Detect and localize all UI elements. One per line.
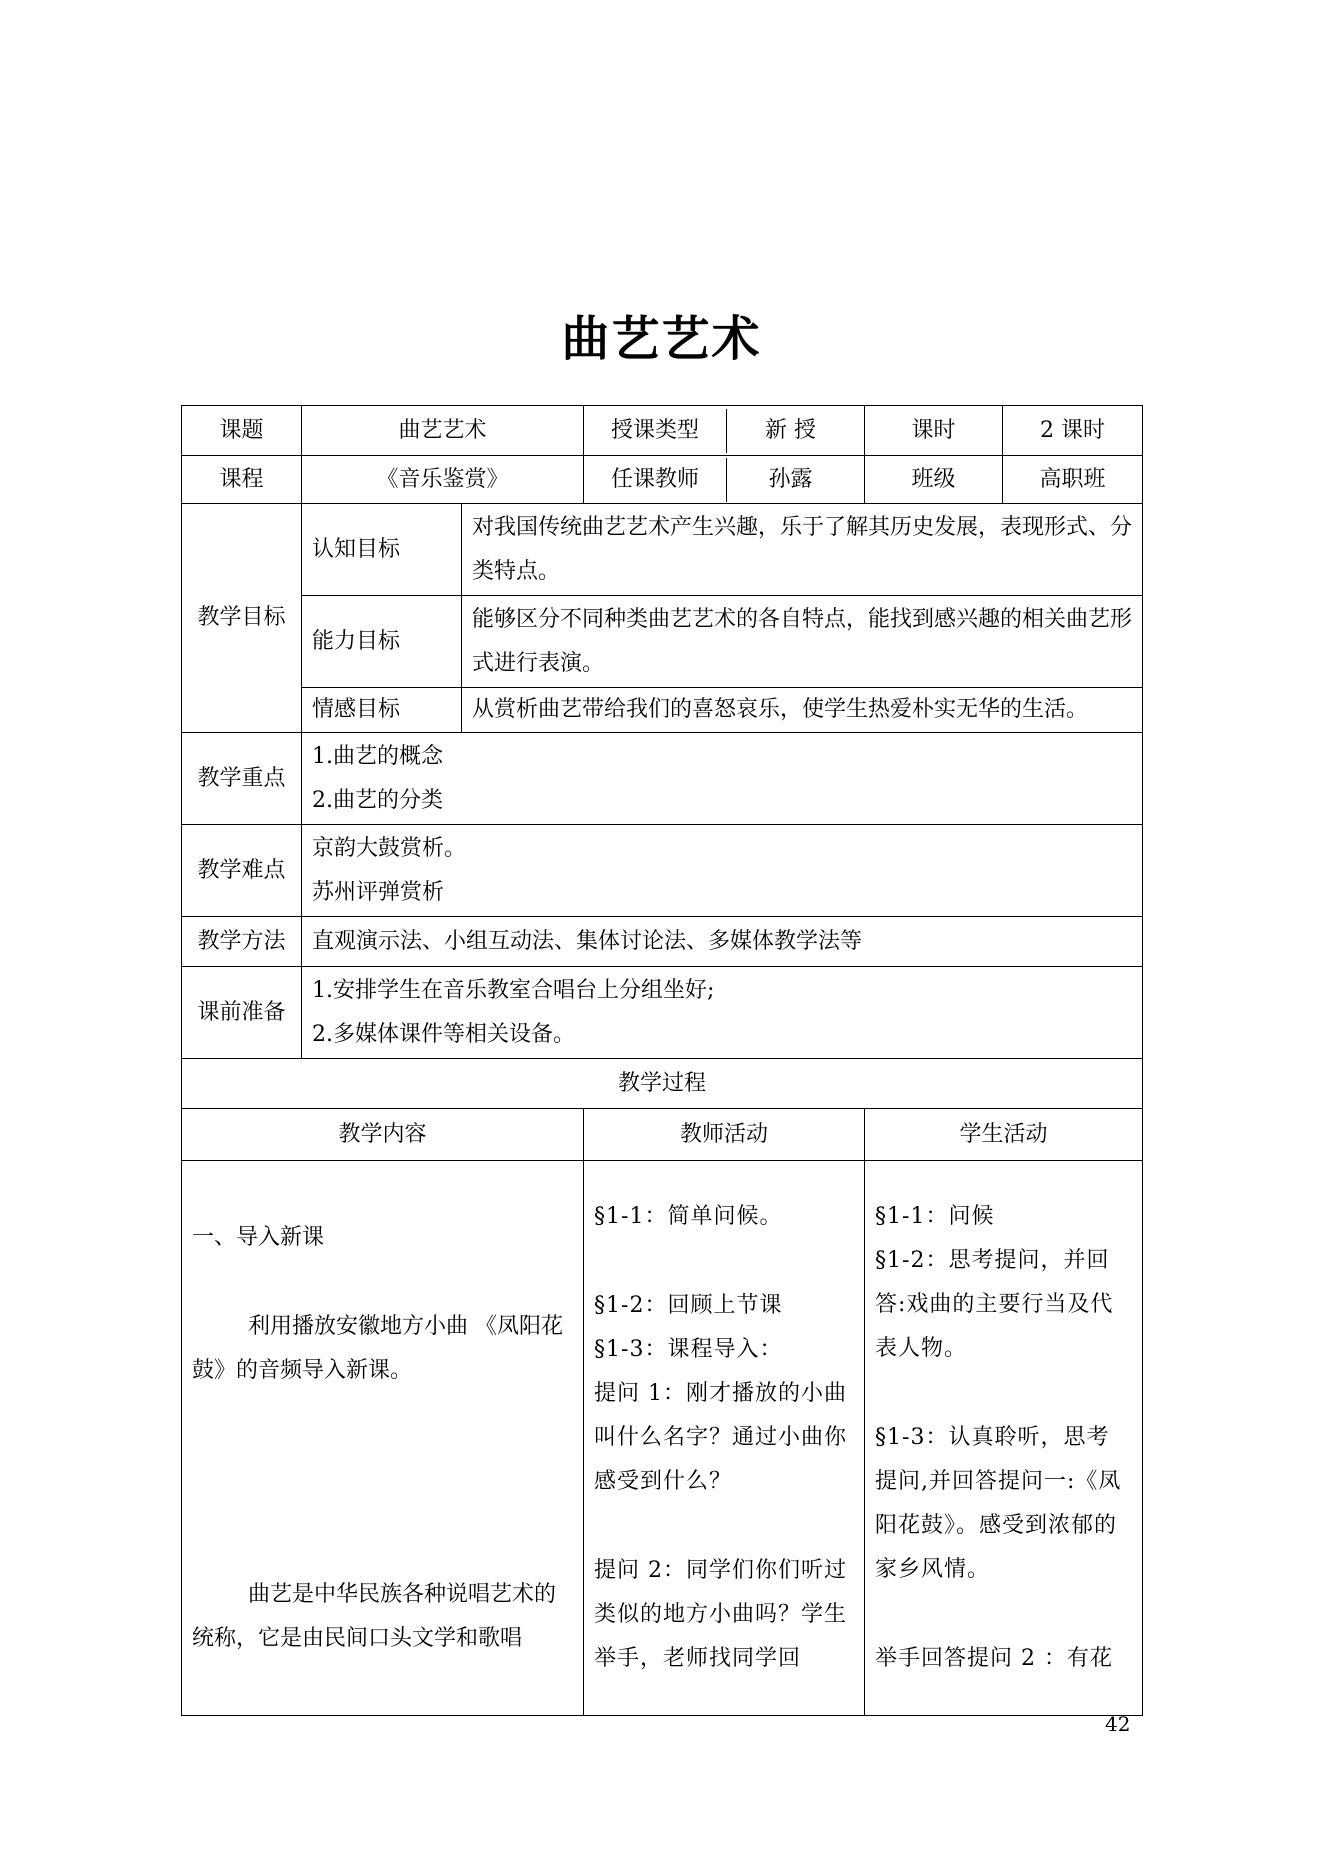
- preparation-content: [302, 967, 1143, 1059]
- teacher-activity-cell: [584, 1161, 865, 1716]
- label-teacher: 任课教师: [584, 458, 727, 502]
- value-teacher: 孙露: [768, 466, 813, 492]
- value-lesson-type: 新 授: [765, 417, 817, 443]
- teacher-activity-line: §1-3：课程导入：: [594, 1337, 783, 1362]
- label-class: 班级: [865, 456, 1003, 504]
- type-cell: [584, 406, 865, 456]
- student-activity-cell: [865, 1161, 1143, 1716]
- method-text: 直观演示法、小组互动法、集体讨论法、多媒体教学法等: [302, 917, 1143, 967]
- goal-name: 情感目标: [302, 688, 462, 733]
- page-number: 42: [1105, 1712, 1131, 1736]
- table-row-goal-ability: [182, 596, 1143, 688]
- preparation-line: 1.安排学生在音乐教室合唱台上分组坐好;: [312, 977, 715, 1003]
- process-title: 教学过程: [182, 1059, 1143, 1109]
- preparation-line: 2.多媒体课件等相关设备。: [312, 1021, 575, 1047]
- student-activity-line: §1-1：问候: [875, 1204, 995, 1229]
- table-row-process-columns: [182, 1109, 1143, 1161]
- table-row-preparation: [182, 967, 1143, 1059]
- student-activity-line: §1-3：认真聆听，思考提问,并回答提问一:《凤阳花鼓》。感受到浓郁的家乡风情。: [875, 1425, 1122, 1582]
- teacher-activity-line: §1-2：回顾上节课: [594, 1293, 783, 1318]
- focus-line: 2.曲艺的分类: [312, 787, 443, 813]
- table-row-course: [182, 456, 1143, 504]
- value-topic: 曲艺艺术: [302, 406, 584, 456]
- label-teaching-goals: 教学目标: [182, 504, 302, 733]
- column-header-teacher: 教师活动: [584, 1109, 865, 1161]
- teacher-cell: [584, 456, 865, 504]
- content-paragraph: 曲艺是中华民族各种说唱艺术的统称，它是由民间口头文学和歌唱: [192, 1581, 557, 1651]
- column-header-content: 教学内容: [182, 1109, 584, 1161]
- label-preparation: 课前准备: [182, 967, 302, 1059]
- table-row-goal-cognitive: [182, 504, 1143, 596]
- student-activity-line: §1-2：思考提问，并回答:戏曲的主要行当及代表人物。: [875, 1248, 1114, 1361]
- table-row-method: [182, 917, 1143, 967]
- difficulty-line: 京韵大鼓赏析。: [312, 835, 467, 861]
- intro-paragraph: 利用播放安徽地方小曲 《凤阳花鼓》的音频导入新课。: [192, 1313, 563, 1383]
- value-course: 《音乐鉴赏》: [302, 456, 584, 504]
- label-method: 教学方法: [182, 917, 302, 967]
- goal-text: 能够区分不同种类曲艺艺术的各自特点，能找到感兴趣的相关曲艺形式进行表演。: [462, 596, 1143, 688]
- table-row-course-title: [182, 406, 1143, 456]
- column-header-student: 学生活动: [865, 1109, 1143, 1161]
- goal-text: 从赏析曲艺带给我们的喜怒哀乐，使学生热爱朴实无华的生活。: [462, 688, 1143, 733]
- table-row-difficulty: [182, 825, 1143, 917]
- focus-content: [302, 733, 1143, 825]
- label-course: 课程: [182, 456, 302, 504]
- difficulty-content: [302, 825, 1143, 917]
- difficulty-line: 苏州评弹赏析: [312, 879, 445, 905]
- teacher-activity-line: §1-1：简单问候。: [594, 1204, 783, 1229]
- label-difficulty: 教学难点: [182, 825, 302, 917]
- goal-name: 认知目标: [302, 504, 462, 596]
- page-title: 曲艺艺术: [561, 311, 762, 367]
- process-content-cell: [182, 1161, 584, 1716]
- label-focus: 教学重点: [182, 733, 302, 825]
- goal-text: 对我国传统曲艺艺术产生兴趣，乐于了解其历史发展，表现形式、分类特点。: [462, 504, 1143, 596]
- value-hours: 2 课时: [1003, 406, 1143, 456]
- table-row-process-header: [182, 1059, 1143, 1109]
- teacher-question: 提问 1：刚才播放的小曲叫什么名字？通过小曲你感受到什么？: [594, 1381, 848, 1494]
- label-topic: 课题: [182, 406, 302, 456]
- table-row-focus: [182, 733, 1143, 825]
- label-lesson-type: 授课类型: [584, 409, 727, 453]
- table-row-goal-emotion: [182, 688, 1143, 733]
- table-row-process-body: [182, 1161, 1143, 1716]
- value-class: 高职班: [1003, 456, 1143, 504]
- teacher-question: 提问 2：同学们你们听过类似的地方小曲吗？学生举手，老师找同学回: [594, 1558, 848, 1671]
- student-activity-line: 举手回答提问 2 ：有花: [875, 1646, 1113, 1671]
- focus-line: 1.曲艺的概念: [312, 743, 443, 769]
- lesson-plan-table: [181, 405, 1143, 1716]
- intro-heading: 一、导入新课: [192, 1224, 325, 1250]
- label-hours: 课时: [865, 406, 1003, 456]
- goal-name: 能力目标: [302, 596, 462, 688]
